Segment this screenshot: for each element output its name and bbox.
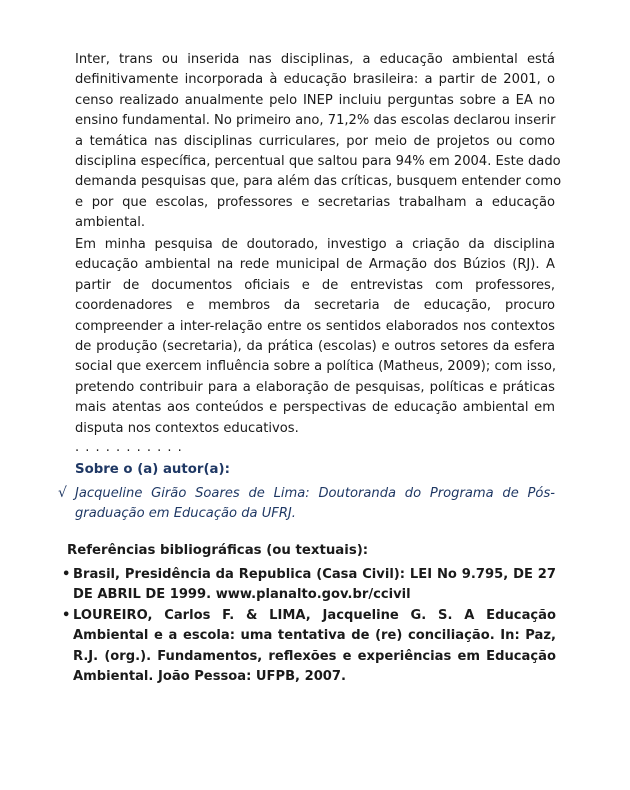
- author-heading: Sobre o (a) autor(a):: [75, 462, 230, 477]
- paragraph-line: partir de documentos oficiais e de entrevistas com professores,: [75, 277, 555, 293]
- paragraph-line: disputa nos contextos educativos.: [75, 420, 299, 436]
- bullet-icon: •: [62, 567, 71, 582]
- reference-item: [62, 565, 556, 606]
- bullet-icon: •: [62, 608, 71, 623]
- paragraph-doctoral-research: [75, 235, 555, 439]
- paragraph-line: ensino fundamental. No primeiro ano, 71,2% das escolas declarou inserir: [75, 113, 556, 129]
- paragraph-line: definitivamente incorporada à educação brasileira: a partir de 2001, o: [75, 72, 555, 88]
- paragraph-line: disciplina específica, percentual que saltou para 94% em 2004. Este dado: [75, 154, 561, 170]
- reference-item: [62, 606, 556, 688]
- reference-line: [62, 565, 556, 585]
- paragraph-line: ambiental.: [75, 215, 146, 231]
- reference-text: LOUREIRO, Carlos F. & LIMA, Jacqueline G. S. A Educação: [73, 608, 556, 623]
- paragraph-line: Inter, trans ou inserida nas disciplinas, a educação ambiental está: [75, 52, 555, 67]
- paragraph-line: Em minha pesquisa de doutorado, investigo a criação da disciplina: [75, 237, 555, 252]
- reference-line: DE ABRIL DE 1999. www.planalto.gov.br/ccivil: [73, 587, 411, 603]
- paragraph-line: coordenadores e membros da secretaria de educação, procuro: [75, 298, 555, 314]
- paragraph-environmental-education: [75, 50, 562, 234]
- paragraph-line: educação ambiental na rede municipal de Armação dos Búzios (RJ). A: [75, 257, 555, 273]
- paragraph-line: pretendo contribuir para a elaboração de pesquisas, políticas e práticas: [75, 379, 555, 395]
- reference-line: Ambiental. João Pessoa: UFPB, 2007.: [73, 669, 347, 685]
- section-separator: . . . . . . . . . . .: [75, 440, 183, 455]
- checkmark-icon: √: [58, 485, 67, 501]
- reference-line: R.J. (org.). Fundamentos, reflexões e experiências em Educação: [73, 648, 556, 664]
- reference-line: Ambiental e a escola: uma tentativa de (re) conciliação. In: Paz,: [73, 628, 556, 644]
- paragraph-line: censo realizado anualmente pelo INEP incluiu perguntas sobre a EA no: [75, 92, 555, 108]
- paragraph-line: demanda pesquisas que, para além das críticas, busquem entender como: [75, 174, 562, 190]
- reference-line: [62, 606, 556, 626]
- paragraph-line: e por que escolas, professores e secretarias trabalham a educação: [75, 194, 555, 210]
- paragraph-line: social que exercem influência sobre a política (Matheus, 2009); com isso,: [75, 359, 557, 375]
- paragraph-line: de produção (secretaria), da prática (escolas) e outros setores da esfera: [75, 339, 555, 355]
- author-bio-text: Jacqueline Girão Soares de Lima: Doutoranda do Programa de Pós-: [75, 486, 555, 501]
- author-bio-line: graduação em Educação da UFRJ.: [75, 506, 296, 522]
- references-heading: Referências bibliográficas (ou textuais):: [67, 543, 369, 558]
- reference-text: Brasil, Presidência da Republica (Casa Civil): LEI No 9.795, DE 27: [73, 567, 556, 582]
- paragraph-line: a temática nas disciplinas curriculares, por meio de projetos ou como: [75, 133, 555, 149]
- author-bio: [58, 483, 555, 525]
- author-bio-line: [58, 483, 555, 504]
- paragraph-line: compreender a inter-relação entre os sentidos elaborados nos contextos: [75, 318, 555, 334]
- paragraph-line: mais atentas aos conteúdos e perspectivas de educação ambiental em: [75, 400, 555, 416]
